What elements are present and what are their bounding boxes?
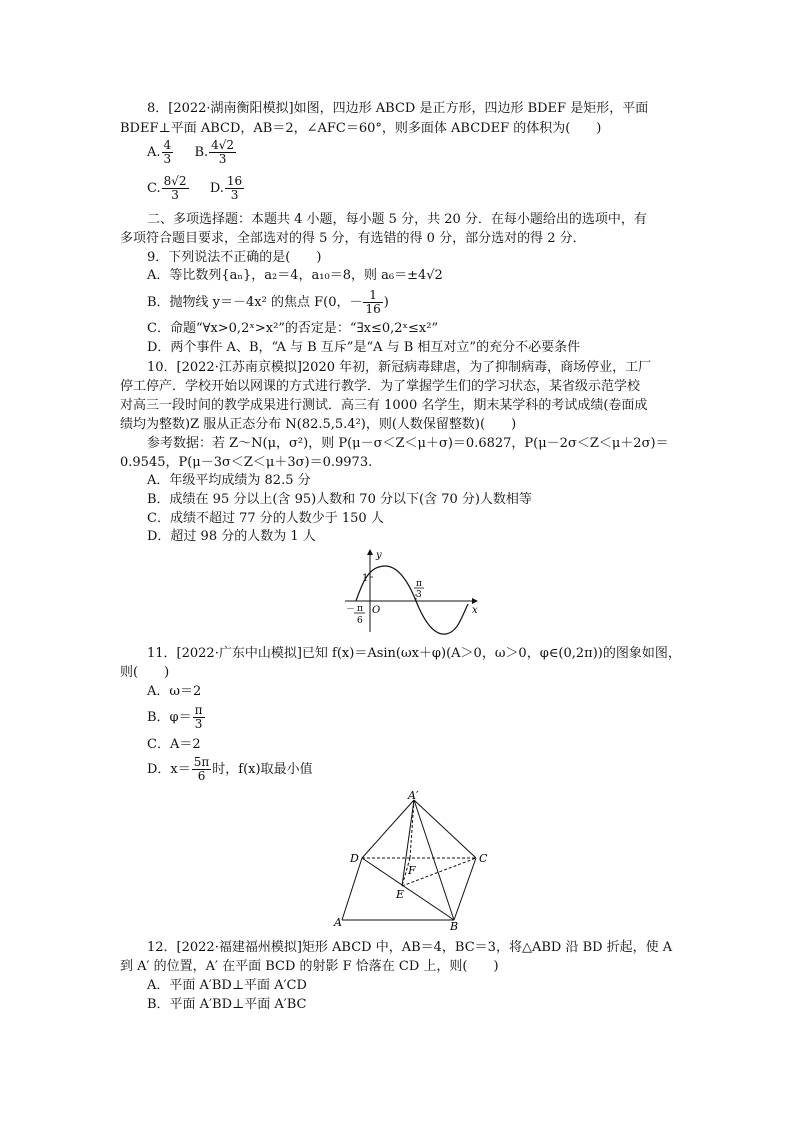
q8-option-b-denominator: 3 — [218, 152, 227, 166]
q11-option-d-fraction — [192, 756, 212, 783]
q11-option-b-prefix: B．φ＝ — [147, 710, 192, 725]
q8-option-a-numerator: 4 — [163, 138, 172, 152]
q11-option-b-fraction — [193, 704, 205, 731]
section2-intro-line1: 二、多项选择题：本题共 4 小题，每小题 5 分，共 20 分．在每小题给出的选项中，有 — [147, 212, 647, 227]
q9-option-d: D．两个事件 A、B，“A 与 B 互斥”是“A 与 B 相互对立”的充分不必要条件 — [147, 340, 581, 355]
q10-option-d: D．超过 98 分的人数为 1 人 — [147, 529, 316, 544]
q11-option-d-prefix: D．x＝ — [147, 762, 191, 777]
q9-option-b-denominator: 16 — [365, 302, 381, 316]
segment-A'F — [410, 800, 414, 858]
q8-option-d-numerator: 16 — [226, 174, 243, 188]
q8-option-c-label: C. — [147, 181, 161, 196]
q8-option-b-numerator: 4√2 — [211, 138, 235, 152]
point-E-label: E — [396, 888, 405, 901]
q10-option-a: A．年级平均成绩为 82.5 分 — [147, 473, 311, 488]
q10-reference-line2: 0.9545，P(μ－3σ＜Z＜μ＋3σ)＝0.9973. — [120, 455, 373, 470]
graph-one-label: 1 — [362, 573, 369, 584]
q8-option-b-label: B. — [194, 145, 209, 160]
q12-option-b: B．平面 A′BD⊥平面 A′BC — [147, 997, 307, 1012]
q9-option-b-fraction — [363, 289, 382, 316]
graph-pi-over-6-denominator: 6 — [357, 616, 363, 626]
q8-option-d-fraction — [225, 175, 244, 202]
q8-options-row2 — [147, 175, 245, 203]
vertex-Aprime-label: A′ — [408, 790, 419, 802]
point-F-label: F — [408, 864, 416, 877]
q8-option-a-denominator: 3 — [163, 152, 172, 166]
q8-option-c-denominator: 3 — [171, 188, 179, 202]
vertex-D-label: D — [350, 852, 359, 865]
section2-intro-line2: 多项符合题目要求，全部选对的得 5 分，有选错的得 0 分，部分选对的得 2 分． — [120, 231, 586, 246]
graph-pi-over-6-numerator: π — [357, 604, 363, 614]
vertex-C-label: C — [479, 852, 488, 865]
q8-option-b-fraction — [209, 139, 236, 166]
y-axis-arrow-icon — [367, 549, 373, 555]
q8-stem-line1: 8．[2022·湖南衡阳模拟]如图，四边形 ABCD 是正方形，四边形 BDEF 是矩形，平面 — [147, 101, 649, 116]
graph-origin-label: O — [372, 605, 381, 616]
q11-stem-line1: 11．[2022·广东中山模拟]已知 f(x)＝Asin(ωx＋φ)(A＞0，ω＞0，φ∈(0,2π))的图象如图， — [147, 646, 681, 661]
graph-y-label: y — [376, 550, 382, 561]
q9-stem: 9．下列说法不正确的是( ) — [147, 250, 322, 265]
edge-A'D — [362, 800, 414, 858]
q11-stem-line2: 则( ) — [120, 665, 170, 680]
edge-A'B — [414, 800, 454, 920]
q11-option-b-numerator: π — [194, 703, 203, 717]
q10-reference-line1: 参考数据：若 Z～N(μ，σ²)，则 P(μ－σ＜Z＜μ＋σ)＝0.6827，P(μ－2σ＜Z＜μ＋2σ)＝ — [147, 436, 669, 451]
q8-option-c-numerator: 8√2 — [163, 174, 187, 188]
q9-option-a: A．等比数列{aₙ}，a₂＝4，a₁₀＝8，则 a₆＝±4√2 — [147, 268, 443, 283]
edge-AD — [342, 858, 362, 920]
graph-pi-over-3-denominator: 3 — [416, 590, 422, 600]
q10-option-b: B．成绩在 95 分以上(含 95)人数和 70 分以下(含 70 分)人数相等 — [147, 492, 532, 507]
q8-options-row1 — [147, 139, 237, 167]
q11-option-d — [147, 756, 313, 784]
q9-option-b-suffix: ) — [383, 295, 389, 310]
q11-option-d-suffix: 时，f(x)取最小值 — [212, 762, 313, 777]
q8-stem-line2: BDEF⊥平面 ABCD，AB＝2，∠AFC＝60°，则多面体 ABCDEF 的体积为( ) — [120, 121, 602, 136]
q10-stem-line3: 对高三一段时间的教学成果进行测试．高三有 1000 名学生，期末某学科的考试成绩(卷面成 — [120, 398, 648, 413]
q9-option-b-prefix: B．抛物线 y＝－4x² 的焦点 F(0，－ — [147, 295, 363, 310]
q12-stem-line2: 到 A′ 的位置，A′ 在平面 BCD 的射影 F 恰落在 CD 上，则( ) — [120, 959, 499, 974]
q9-option-b — [147, 289, 389, 317]
q10-stem-line4: 绩均为整数)Z 服从正态分布 N(82.5,5.4²)，则(人数保留整数)( ) — [120, 417, 517, 432]
q8-option-d-denominator: 3 — [230, 188, 239, 202]
q11-option-b-denominator: 3 — [194, 717, 203, 731]
q8-option-a-fraction — [162, 139, 174, 166]
x-axis-arrow-icon — [472, 598, 478, 604]
q8-option-d-label: D. — [209, 181, 224, 196]
q11-option-c: C．A＝2 — [147, 737, 201, 752]
sine-graph-figure — [340, 546, 480, 636]
q10-option-c: C．成绩不超过 77 分的人数少于 150 人 — [147, 511, 384, 526]
edge-BC — [454, 858, 476, 920]
graph-x-label: x — [472, 605, 478, 616]
q11-option-d-numerator: 5π — [193, 755, 210, 769]
q8-option-c-fraction — [162, 175, 189, 202]
vertex-A-label: A — [334, 916, 342, 929]
q8-option-a-label: A. — [147, 145, 161, 160]
q10-stem-line1: 10．[2022·江苏南京模拟]2020 年初，新冠病毒肆虐，为了抑制病毒，商场停业，工厂 — [147, 360, 652, 375]
folded-solid-figure — [330, 790, 500, 930]
q11-option-b — [147, 704, 206, 732]
q12-option-a: A．平面 A′BD⊥平面 A′CD — [147, 978, 307, 993]
q11-option-d-denominator: 6 — [197, 769, 206, 783]
q9-option-c: C．命题“∀x>0,2ˣ>x²”的否定是：“∃x≤0,2ˣ≤x²” — [147, 321, 439, 336]
q12-stem-line1: 12．[2022·福建福州模拟]矩形 ABCD 中，AB＝4，BC＝3，将△ABD 沿 BD 折起，使 A — [147, 940, 673, 955]
vertex-B-label: B — [450, 920, 459, 930]
sine-curve — [356, 566, 468, 634]
graph-minus-sign: － — [346, 605, 356, 615]
q11-option-a: A．ω＝2 — [147, 684, 202, 699]
graph-pi-over-3-numerator: π — [416, 579, 422, 589]
q10-stem-line2: 停工停产．学校开始以网课的方式进行教学．为了掌握学生们的学习状态，某省级示范学校 — [120, 379, 641, 394]
q9-option-b-numerator: 1 — [363, 289, 382, 303]
